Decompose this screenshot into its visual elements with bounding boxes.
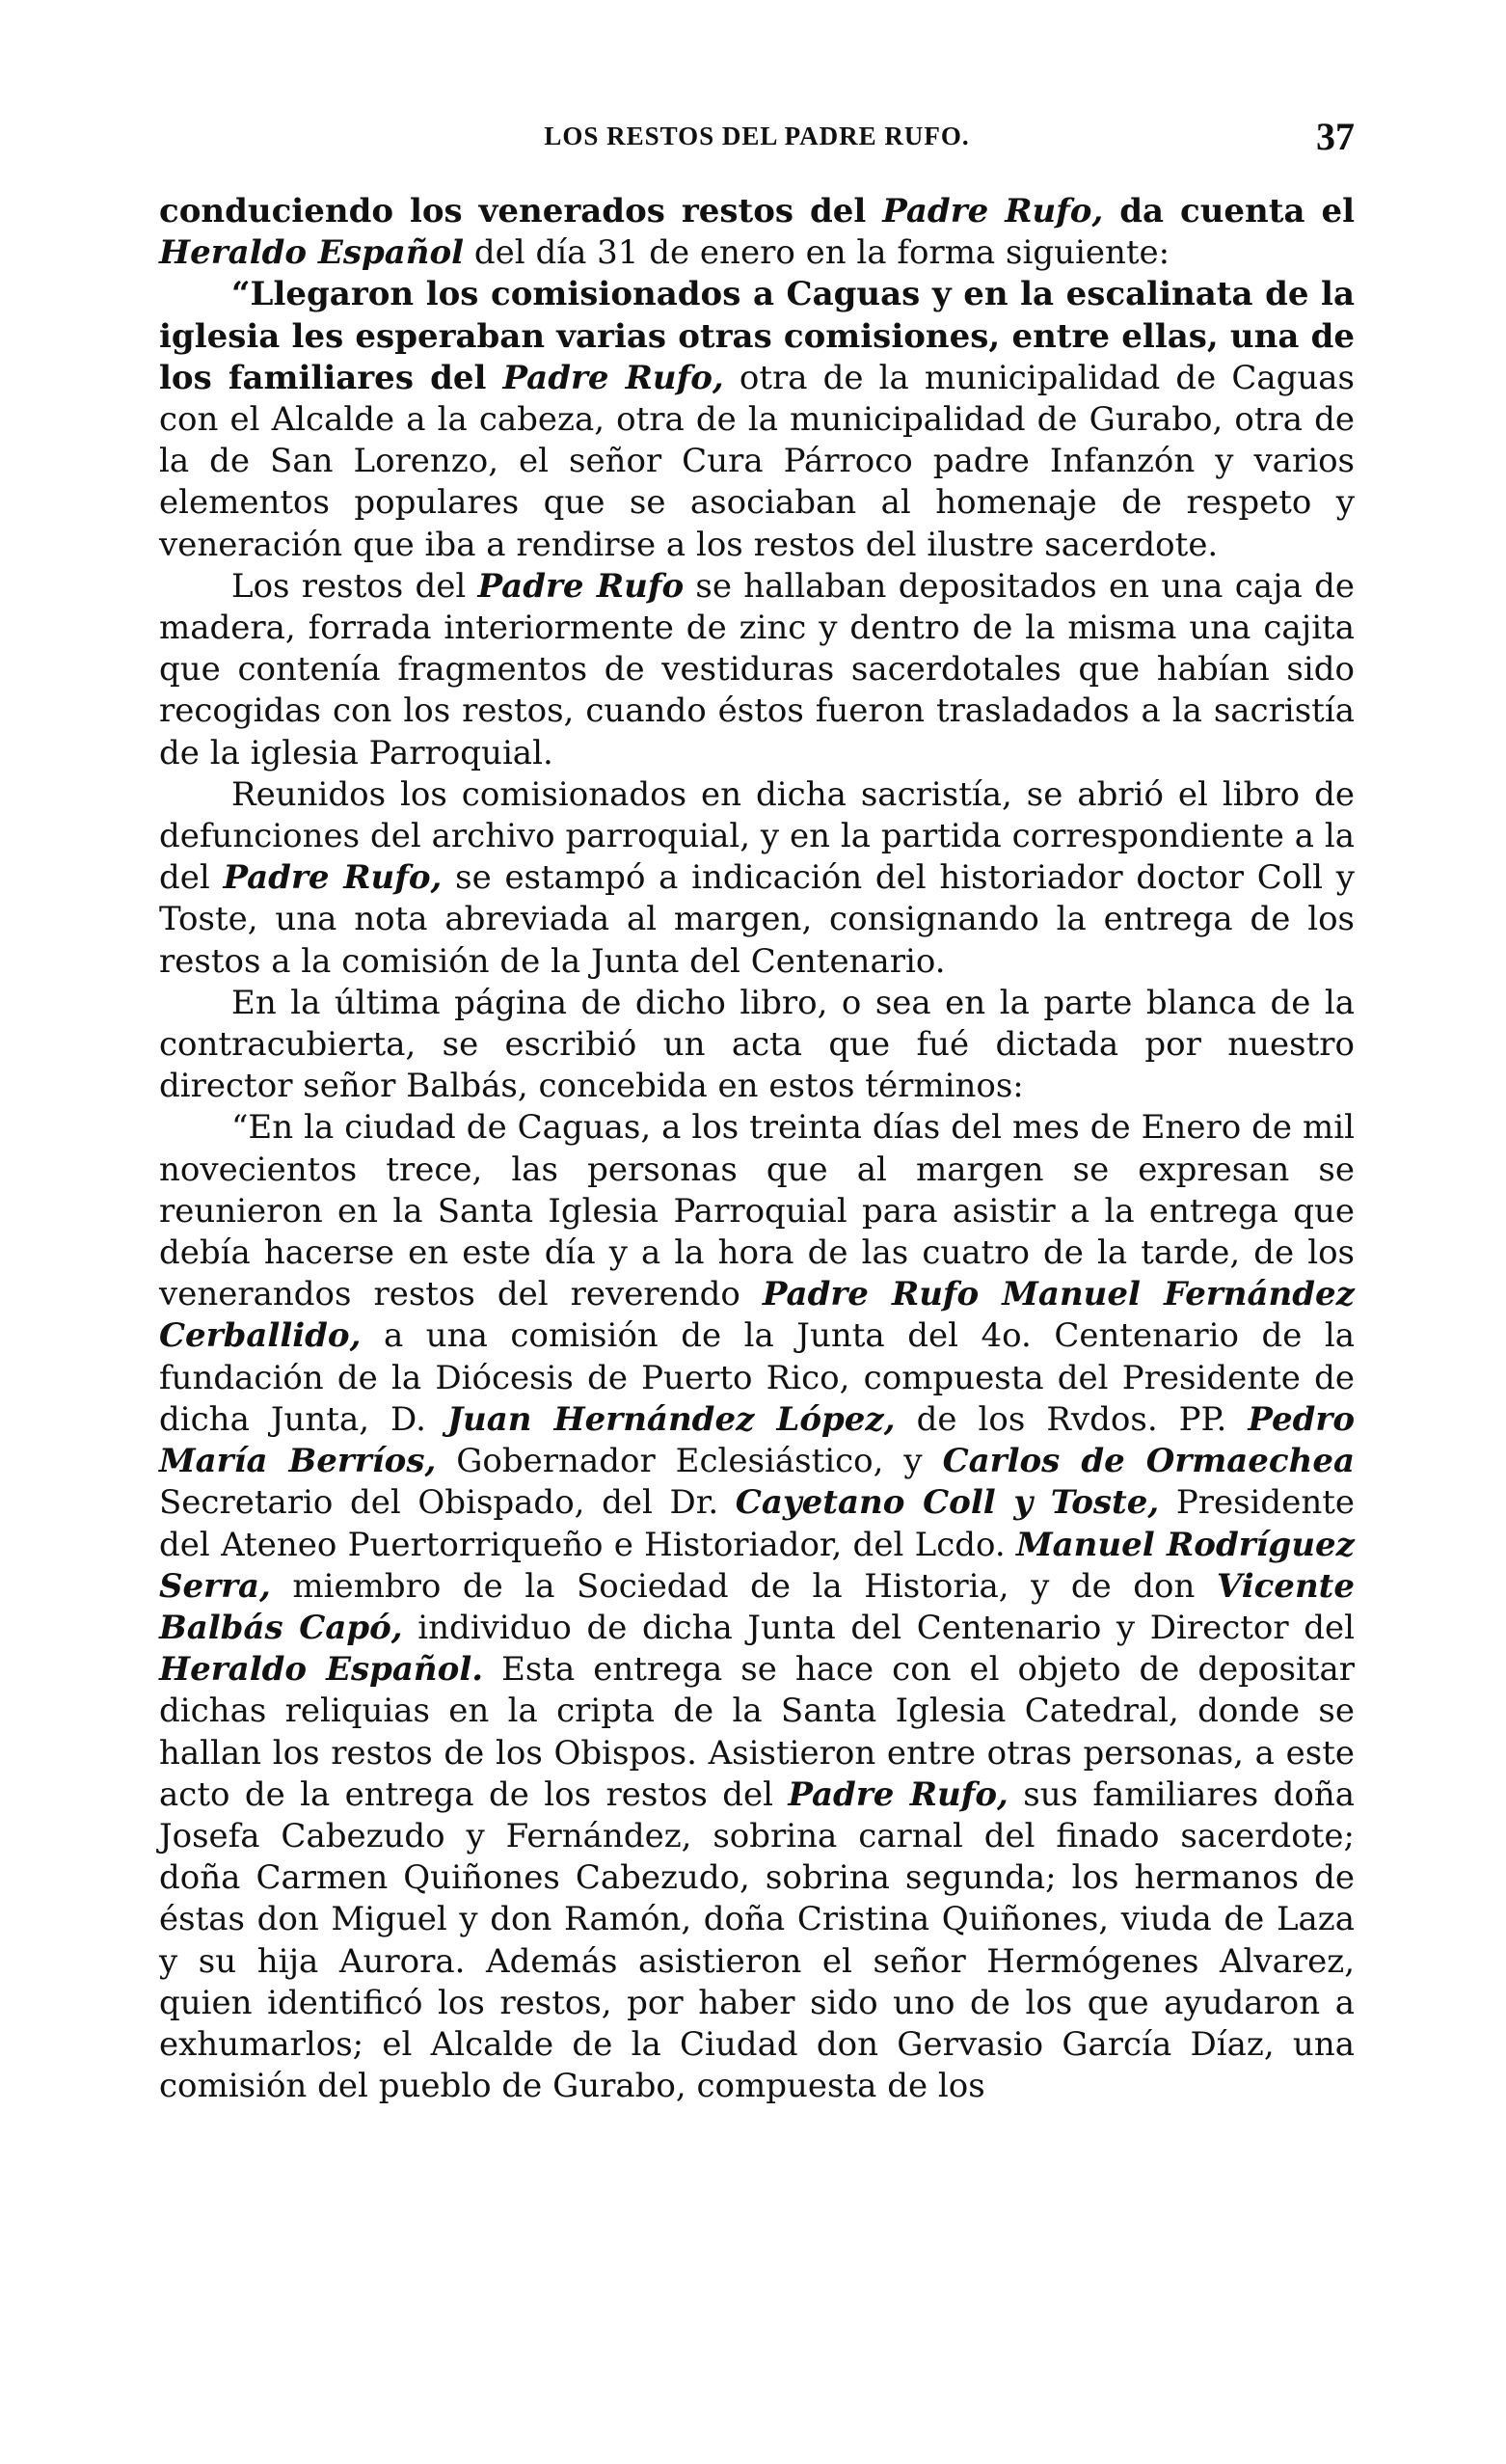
italic-run: Pedro María Berríos, [159,1399,1356,1481]
text-run: individuo de dicha Junta del Centenario y Director del [402,1608,1355,1647]
text-run: miembro de la Sociedad de la Historia, y de don [270,1566,1217,1606]
bold-run: conduciendo los venerados restos del [159,192,883,230]
paragraph [159,774,1355,983]
text-run: Secretario del Obispado, del Dr. [159,1483,736,1523]
text-run: del día 31 de enero en la forma siguiente: [464,233,1170,273]
text-run: Los restos del [231,566,478,606]
italic-run: Carlos de Ormaechea [942,1442,1355,1481]
italic-run: Heraldo Español. [159,1650,484,1690]
text-run: “En la ciudad de Caguas, a los treinta días del mes de Enero de mil novecientos trece, las personas que al margen se expresan se reunieron en la Santa Iglesia Parroquial para asistir a la entrega que debía hacerse en este día y a la hora de las cuatro de la tarde, de los venerandos restos del reverendo [159,1108,1355,1314]
text-run: En la última página de dicho libro, o sea en la parte blanca de la contracubierta, se escribió un acta que fué dictada por nuestro director señor Balbás, concebida en estos términos: [159,983,1355,1106]
text-run: sus familiares doña Josefa Cabezudo y Fernández, sobrina carnal del finado sacerdote; doña Carmen Quiñones Cabezudo, sobrina segunda; los hermanos de éstas don Miguel y don Ramón, doña Cristina Quiñones, viuda de Laza y su hija Aurora. Además asistieron el señor Hermógenes Alvarez, quien identificó los restos, por haber sido uno de los que ayudaron a exhumarlos; el Alcalde de la Ciudad don Gervasio García Díaz, una comisión del pueblo de Gurabo, compuesta de los [159,1774,1355,2106]
italic-run: Padre Rufo, [502,358,724,397]
italic-run: Padre Rufo, [882,192,1104,230]
italic-run: Vicente Balbás Capó, [159,1566,1355,1647]
paragraph [159,566,1355,774]
paragraph [159,983,1355,1108]
text-run: Esta entrega se hace con el objeto de depositar dichas reliquias en la cripta de la Santa Iglesia Catedral, donde se hallan los restos de los Obispos. Asistieron entre otras personas, a este acto de la entrega de los restos del [159,1650,1355,1814]
running-title: LOS RESTOS DEL PADRE RUFO. [544,122,970,150]
paragraph [159,1107,1355,2107]
text-run: de los Rvdos. PP. [895,1399,1249,1439]
text-run: Gobernador Eclesiástico, y [436,1442,943,1481]
italic-run: Padre Rufo, [788,1774,1008,1814]
italic-run: Juan Hernández López, [446,1399,896,1439]
italic-run: Cayetano Coll y Toste, [735,1483,1160,1523]
text-run: otra de la municipalidad de Caguas con el Alcalde a la cabeza, otra de la municipalidad de Gurabo, otra de la de San Lorenzo, el señor Cura Párroco padre Infanzón y varios elementos populares que se asociaban al homenaje de respeto y veneración que iba a rendirse a los restos del ilustre sacerdote. [159,358,1355,564]
text-run: Presidente del Ateneo Puertorriqueño e Historiador, del Lcdo. [159,1483,1356,1564]
italic-run: Padre Rufo Manuel Fernández Cerballido, [159,1275,1355,1356]
italic-run: Heraldo Español [159,233,465,273]
running-head [159,114,1355,172]
italic-run: Padre Rufo [477,566,685,606]
page-number: 37 [1316,115,1355,158]
bold-run: “Llegaron los comisionados a Caguas y en la escalinata de la iglesia les esperaban varias otras comisiones, entre ellas, una de los familiares del [159,275,1355,397]
body-text [159,191,1355,2107]
paragraph [159,274,1355,565]
text-run: a una comisión de la Junta del 4o. Centenario de la fundación de la Diócesis de Puerto Rico, compuesta del Presidente de dicha Junta, D. [159,1316,1355,1439]
bold-run: da cuenta el [1103,192,1355,230]
text-run: se estampó a indicación del historiador doctor Coll y Toste, una nota abreviada al margen, consignando la entrega de los restos a la comisión de la Junta del Centenario. [159,858,1355,981]
italic-run: Padre Rufo, [223,858,443,898]
text-run: se hallaban depositados en una caja de madera, forrada interiormente de zinc y dentro de la misma una cajita que contenía fragmentos de vestiduras sacerdotales que habían sido recogidas con los restos, cuando éstos fueron trasladados a la sacristía de la iglesia Parroquial. [159,566,1355,772]
text-run: Reunidos los comisionados en dicha sacristía, se abrió el libro de defunciones del archivo parroquial, y en la partida correspondiente a la del [159,774,1355,898]
paragraph [159,191,1355,274]
italic-run: Manuel Rodríguez Serra, [159,1525,1355,1606]
